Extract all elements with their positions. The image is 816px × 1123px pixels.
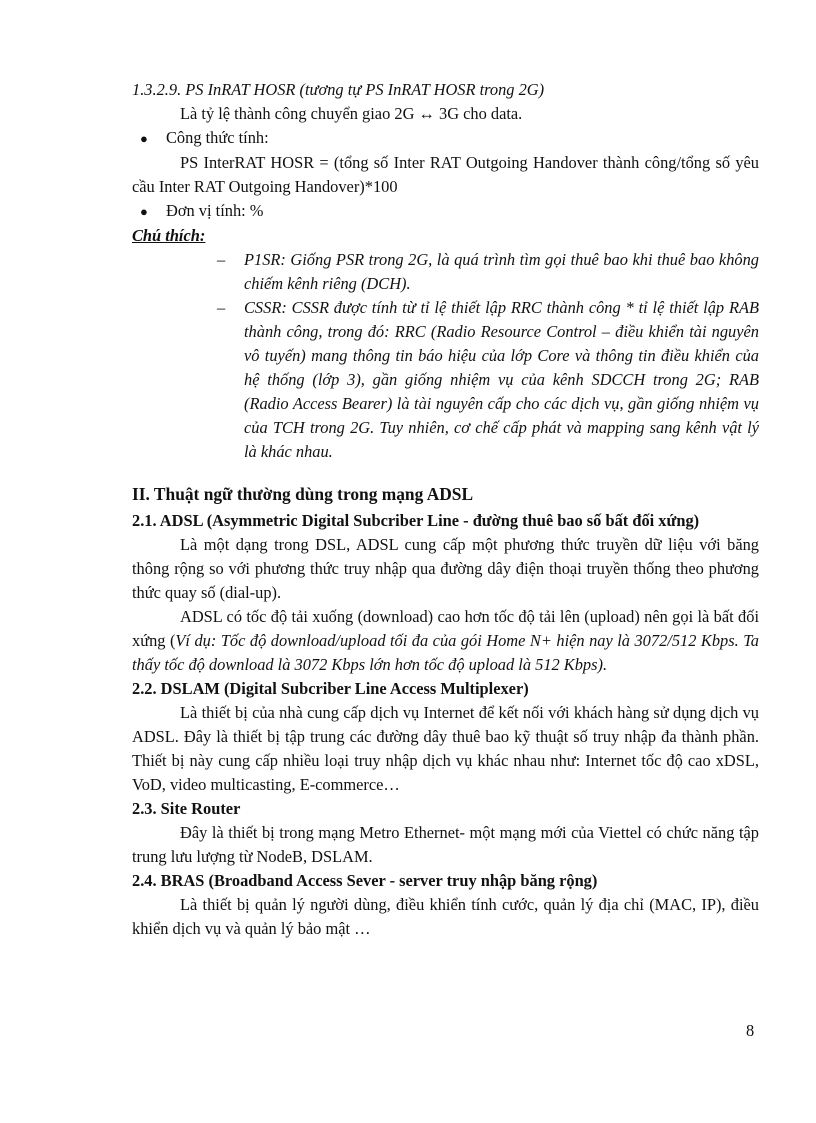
page-number: 8 [746,1021,755,1040]
section-heading-24: 2.4. BRAS (Broadband Access Sever - server truy nhập băng rộng) [132,871,598,890]
unit-text: Đơn vị tính: % [166,201,264,220]
chapter-heading: II. Thuật ngữ thường dùng trong mạng ADSL [132,484,474,504]
formula-label: Công thức tính: [166,128,269,147]
notes-title: Chú thích: [132,226,206,245]
adsl-paragraph-2 [132,605,759,677]
section-heading-21: 2.1. ADSL (Asymmetric Digital Subcriber Line - đường thuê bao số bất đối xứng) [132,511,700,530]
notes-list [217,248,759,464]
bullet-dot-icon: ● [140,204,148,219]
note-item [217,296,759,464]
bullet-dot-icon: ● [140,131,148,146]
section-heading-23: 2.3. Site Router [132,799,241,818]
section-heading-1329: 1.3.2.9. PS InRAT HOSR (tương tự PS InRAT HOSR trong 2G) [132,80,545,99]
document-page [132,78,759,941]
section-1329-description: Là tỷ lệ thành công chuyển giao 2G ↔ 3G cho data. [180,104,523,123]
note-text: CSSR: CSSR được tính từ tỉ lệ thiết lập RRC thành công * tỉ lệ thiết lập RAB thành công, trong đó: RRC (Radio Resource Control – điều khiển tài nguyên vô tuyến) mang thông tin báo hiệu của lớp Core và thông tin điều khiển của hệ thống (lớp 3), gần giống nhiệm vụ của kênh SDCCH trong 2G; RAB (Radio Access Bearer) là tài nguyên cấp cho các dịch vụ, gần giống nhiệm vụ của TCH trong 2G. Tuy nhiên, cơ chế cấp phát và mapping sang kênh vật lý là khác nhau. [244,298,759,461]
dslam-paragraph: Là thiết bị của nhà cung cấp dịch vụ Internet để kết nối với khách hàng sử dụng dịch vụ ADSL. Đây là thiết bị tập trung các đường dây thuê bao kỹ thuật số truy nhập đa thành phần. Thiết bị này cung cấp nhiều loại truy nhập dịch vụ khác nhau như: Internet tốc độ cao xDSL, VoD, video multicasting, E-commerce… [132,703,759,794]
adsl-p2-example: Ví dụ: Tốc độ download/upload tối đa của gói Home N+ hiện nay là 3072/512 Kbps. Ta thấy tốc độ download là 3072 Kbps lớn hơn tốc độ upload là 512 Kbps). [132,631,759,674]
section-heading-22: 2.2. DSLAM (Digital Subcriber Line Access Multiplexer) [132,679,529,698]
adsl-paragraph-1: Là một dạng trong DSL, ADSL cung cấp một phương thức truyền dữ liệu với băng thông rộng so với phương thức truy nhập qua đường dây điện thoại truyền thống theo phương thức quay số (dial-up). [132,535,759,602]
bullet-formula [132,126,759,151]
adsl-p2-start: ADSL có tốc độ tải xuống (download) cao hơn tốc độ tải lên (upload) nên gọi là bất đối xứng ( [132,607,759,650]
formula-text: PS InterRAT HOSR = (tổng số Inter RAT Outgoing Handover thành công/tổng số yêu cầu Inter RAT Outgoing Handover)*100 [132,153,759,196]
bras-paragraph: Là thiết bị quản lý người dùng, điều khiển tính cước, quản lý địa chỉ (MAC, IP), điều khiển dịch vụ và quản lý bảo mật … [132,895,759,938]
bullet-unit [132,199,759,224]
dash-icon: – [217,250,226,269]
note-item [217,248,759,296]
site-router-paragraph: Đây là thiết bị trong mạng Metro Ethernet- một mạng mới của Viettel có chức năng tập trung lưu lượng từ NodeB, DSLAM. [132,823,759,866]
note-text: P1SR: Giống PSR trong 2G, là quá trình tìm gọi thuê bao khi thuê bao không chiếm kênh riêng (DCH). [244,250,759,293]
dash-icon: – [217,298,226,317]
